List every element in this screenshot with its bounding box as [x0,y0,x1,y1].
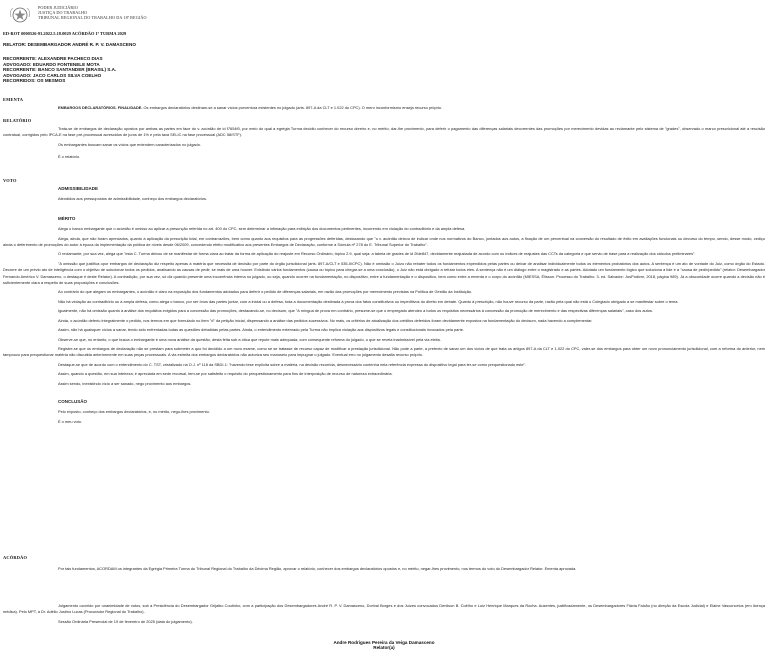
paragraph: Assim, quando a questão, em sua inteireza, é apreciada em sede recursal, tem-se por satisfeito o requisito do prequestionamento para fins de interposição de recurso de natureza extraordinária. [58,371,393,377]
ementa-text [3,105,765,111]
paragraph: É o relatório. [58,154,81,160]
section-relatorio: RELATÓRIO [3,118,32,123]
process-number: ED-ROT 0000526-93.2022.5.18.0029 ACÓRDÃO 1ª TURMA 2029 [3,31,127,36]
acordao-block [3,566,765,572]
paragraph: Destaque-se que de acordo com o entendimento do C. TST, cristalizado na O.J. nº 118 da SBDI-1: "havendo tese explícita sobre a matéria, na decisão recorrida, desnecessário contenha nela referência expressa do dispositivo legal para ter-se como prequestionado este". [58,361,526,367]
signature-block [0,640,768,651]
party-line: ADVOGADO: JACO CARLOS SILVA COELHO [3,72,102,78]
relator-line: RELATOR: DESEMBARGADOR ANDRÉ R. P. V. DAMASCENO [3,42,136,47]
paragraph: "A omissão que justifica opor embargos de declaração diz respeito apenas à matéria que necessita de decisão por parte do órgão jurisdicional (arts. 897-A/CLT e 535-II/CPC). Não é omissão o Juízo não rebater todos os fundamentos expendidos pelas partes ou deixar de analisar individualmente todos os elementos probatórios dos autos. A sentença é um ato de vontade do Juiz, como órgão do Estado. Decorre de um prévio ato de inteligência com o objetivo de solucionar todos os pedidos, analisando as causas de pedir, se mais de uma houver. Existindo vários fundamentos (causa ou tópico para chegar-se a uma conclusão), o Juiz não está obrigado a refutar todos eles. A sentença não é um diálogo entre o magistrado e as partes. Adotado um fundamento lógico que soluciona a lide e a "causa de pedir/pedido" (relator: Desembargador Fernando Américo V. Damasceno, o destaque é deste Relator). A contradição, por sua vez, só diz quando presente uma incoerência interna no julgado, ou seja, quando ocorrer na fundamentação, no dispositivo, entre a fundamentação e o dispositivo, bem como entre a ementa e o corpo do acórdão (MIESSA, Élisson. Processo do Trabalho. 3. ed. Salvador: JusPodivm, 2018, página 989). Já a obscuridade ocorre quando a decisão não é suficientemente clara a respeito de suas proposições e conclusões. [3,260,765,286]
paragraph: Registre-se que os embargos de declaração não se prestam para submeter a quo foi decidido a um novo exame, como se se tratasse de recurso capaz de modificar a prestação jurisdicional. Não pode a parte, a pretexto de sanar um dos vícios de que trata os artigos 897-A da CLT e 1.022 do CPC, valer-se dos embargos para obter um novo pronunciamento jurisdicional, com a reforma do anterior, nem tampouco para prequestionar matéria não discutida anteriormente em suas peças processuais. A via estreita dos embargos declaratórios não autoriza seu manuseio para impugnar o julgado. Eventual erro no julgamento desafia recurso próprio. [3,345,765,358]
paragraph: Assim sendo, inexistindo vício a ser sanado, nego provimento aos embargos. [58,380,192,386]
coat-of-arms-icon [8,5,32,25]
party-line: RECORRENTE: BANCO SANTANDER (BRASIL) S.A. [3,67,117,73]
party-line: ADVOGADO: EDUARDO FONTENELE MOTA [3,61,100,67]
conclusao-heading: CONCLUSÃO [58,398,87,404]
document-header [8,5,147,25]
section-acordao: ACÓRDÃO [3,555,28,560]
ementa-body: Os embargos declaratórios destinam-se a sanar vícios porventura existentes no julgado (arts. 897-A da CLT e 1.022 do CPC). O mero inconformismo enseja recurso próprio. [142,105,443,110]
paragraph: Por tais fundamentos, ACORDAM os integrantes da Egrégia Primeira Turma do Tribunal Regional do Trabalho da Décima Região, aprovar o relatório, conhecer dos embargos declaratórios opostos e, no mérito, negar-lhes provimento, nos termos do voto do Desembargador Relator. Ementa aprovada. [58,566,577,571]
voto-block [3,186,765,425]
parties-block [3,56,116,84]
signature-role: Relator(a) [373,645,395,651]
org-line: TRIBUNAL REGIONAL DO TRABALHO DA 18ª REGIÃO [38,15,147,21]
org-line: PODER JUDICIÁRIO [38,5,78,10]
julgamento-block [3,603,765,625]
paragraph: Ainda, o acórdão deferiu integralmente o pedido, nos termos em que formulado no item "d" da petição inicial, dispensando a análise das pedidos sucessivos. No mais, os critérios de atualização dos créditos deferidos foram devidamente expostos na fundamentação do decisum, nada havendo a complementar. [58,317,593,323]
ementa-lead: EMBARGOS DECLARATÓRIOS. FINALIDADE. [58,105,143,110]
party-line: RECORRIDOS: OS MESMOS [3,78,66,84]
section-voto: VOTO [3,178,17,183]
court-name [38,5,147,21]
paragraph: Trata-se de embargos de declaração opostos por ambas as partes em face do v. acórdão de id f7654f0, por meio do qual a egrégia Turma decidiu conhecer do recurso obreiro e, no mérito, dar-lhe provimento, para deferir o pagamento das diferenças salariais decorrentes das promoções por merecimento devidas ao reclamante pelo sistema de "grades", observado o marco prescricional até a rescisão contratual, corrigidos pelo IPCA-E na fase pré-processual acrescidos de juros de 1% e pela taxa SELIC na fase processual (ADC 58/STF). [3,126,765,138]
org-line: JUSTIÇA DO TRABALHO [38,10,88,16]
paragraph: Observe-se que, no entanto, o que busca o embargante é uma nova análise da questão, desta feita sob a ótica que repute mais adequada, com consequente reforma do julgado, o que se revela inadmissível pela via eleita. [58,336,441,342]
paragraph: Igualmente, não há omissão quanto à análise dos requisitos exigidos para a concessão das promoções, destacando-se, no decisum, que "A míngua de prova em contrário, presume-se que o empregado atendeu a todos os requisitos necessários à concessão da promoção de merecimento e das respectivas diferenças salariais", caso dos autos. [58,308,653,314]
paragraph: Os embargantes buscam sanar os vícios que entendem caracterizados no julgado. [58,141,201,147]
section-ementa: EMENTA [3,97,24,102]
party-line: RECORRENTE: ALEXANDRE PACHECO DIAS [3,56,103,61]
paragraph: Alega, ainda, que não foram apreciados, quanto à aplicação da prescrição total, em contrarrazões, bem como quanto aos requisitos para as progressões deferidas, destacando que "o v. acórdão deixou de indicar onde nos normativos do Banco, juntados aos autos, a fixação de um percentual na conversão do resultado de êxito em avaliações funcionais ou decurso do tempo, sendo, desse modo, cediço ainda o deferimento de promoções do autor à época da implementação da política de níveis desde 06/2009, concedendo efeito modificativo aos presentes Embargos de Declaração, conforme a Súmula nº 278 do E. Tribunal Superior do Trabalho". [3,235,765,248]
paragraph: Alega o banco embargante que o acórdão é omisso ao aplicar a presunção referida no art. 400 do CPC, sem determinar a intimação para exibição dos documentos pertinentes, incorrendo em violação do contraditório e da ampla defesa. [58,226,466,232]
paragraph: É o meu voto. [58,418,83,424]
paragraph: Julgamento ocorrido por unanimidade de votos, sob a Presidência do Desembargador Grijalbo Coutinho, com a participação dos Desembargadores André R. P. V. Damasceno, Dorival Borges e dos Juízes convocados Denilson B. Coêlho e Luiz Henrique Marques da Rocha. Ausentes, justificadamente, os Desembargadores Flávia Falcão (no direção da Escola Judicial) e Elaine Vasconcelos (em licença médica). Pelo MPT, a Dr. Adélio Justino Lucas (Procurador Regional do Trabalho). [3,603,765,615]
merito-heading: MÉRITO [58,215,76,221]
paragraph: Pelo exposto, conheço dos embargos declaratórios, e, no mérito, nego-lhes provimento. [58,409,210,415]
admissibilidade-heading: ADMISSIBILIDADE [58,186,99,191]
paragraph: Ao contrário do que alegam os embargantes, o acórdão é claro na exposição dos fundamentos adotados para deferir o pedido de diferenças salariais, em razão das promoções por merecimento previstas na Política de Gestão da Instituição. [58,289,473,295]
paragraph: O reclamante, por sua vez, alega que "esta C. Turma deixou de se manifestar de forma clara ao tratar da forma de aplicação do reajuste em Recurso Ordinário, tópico 2.9, qual seja: a tabela de grades de id 2fde847, devidamente reajustada de acordo com os índices de reajustes das CCTs da categoria e que serviu de base para a realização dos cálculos preliminares". [58,251,696,257]
signature-name: Andre Rodrigues Pereira da Veiga Damasceno [333,640,435,645]
relatorio-block [3,126,765,161]
paragraph: Atendidos aos pressupostos de admissibilidade, conheço dos embargos declaratórios. [58,196,208,202]
paragraph: Não há violação ao contraditório ou à ampla defesa, como alega o banco, por ser ônus das partes juntar, com a inicial ou a defesa, toda a documentação destinada à prova dos fatos constitutivos ou impeditivos do direito em debate. Quanto à prescrição, não houve recurso da parte, razão pela qual não está o Colegiado obrigado a se manifestar sobre o tema. [58,298,679,304]
paragraph: Assim, não há quaisquer vícios a sanar, tendo sido enfrentadas todas as questões debatidas pelas partes. Ainda, o entendimento externado pela Turma não implica violação aos dispositivos legais e constitucionais invocados pela parte. [58,327,464,333]
paragraph: Sessão Ordinária Presencial de 19 de fevereiro de 2025 (data do julgamento). [58,618,193,624]
